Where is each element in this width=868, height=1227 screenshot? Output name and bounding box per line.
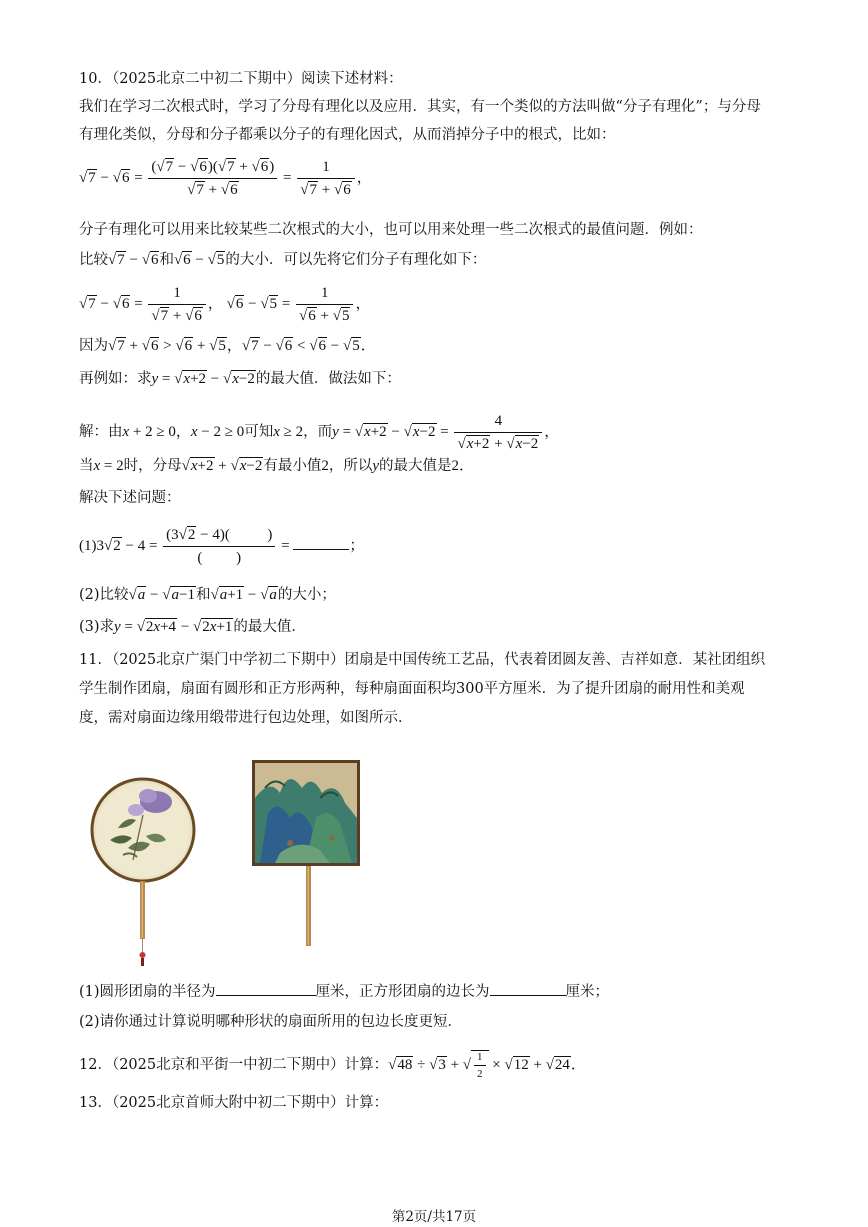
- radius-blank[interactable]: [216, 995, 316, 996]
- compare-label: 比较: [79, 252, 108, 268]
- q10-example-line: 再例如：求y = √x+2 − √x−2的最大值．做法如下：: [79, 371, 401, 387]
- q10-compare-line: 比较√7 − √6和√6 − √5的大小．可以先将它们分子有理化如下：: [79, 252, 487, 268]
- round-fan-image: [88, 760, 198, 970]
- q11-subquestion-2: (2)请你通过计算说明哪种形状的扇面所用的包边长度更短．: [79, 1014, 463, 1030]
- square-fan-image: [250, 758, 365, 958]
- compare-and: 和: [159, 252, 174, 268]
- page-footer: 第2页/共17页: [391, 1209, 477, 1225]
- q10-subquestion-1: (1)3√2 − 4 = $\frac{(3√2 - 4)( )}{( )}$ = ；: [79, 527, 365, 566]
- q10-heading: 10．（2025北京二中初二下期中）阅读下述材料：: [79, 71, 403, 87]
- q10-rationalized-pair: √7 − √6 = $\frac{1}{√7 + √6}$ ， √6 − √5 = $\frac{1}{√6 + √5}$ ，: [79, 285, 371, 324]
- solution-and: ，而: [303, 423, 333, 440]
- q10-subquestion-3: (3)求y = √2x+4 − √2x+1的最大值．: [79, 619, 306, 635]
- q11-s1-end: 厘米；: [565, 984, 610, 1000]
- q10-because-line: 因为√7 + √6 > √6 + √5，√7 − √6 < √6 − √5．: [79, 338, 376, 354]
- q10-paragraph-1: 我们在学习二次根式时，学习了分母有理化以及应用．其实，有一个类似的方法叫做“分子有理化”；与分母: [79, 99, 761, 115]
- q10-subquestion-2: (2)比较√a − √a−1和√a+1 − √a的大小；: [79, 587, 336, 603]
- q10-paragraph-2: 有理化类似，分母和分子都乘以分子的有理化因式，从而消掉分子中的根式，比如：: [79, 127, 616, 143]
- q1-label: (1): [79, 537, 97, 554]
- solution-known: 可知: [244, 423, 274, 440]
- q10-paragraph-3: 分子有理化可以用来比较某些二次根式的大小，也可以用来处理一些二次根式的最值问题．例如：: [79, 222, 703, 238]
- when-denominator: 时，分母: [123, 458, 182, 474]
- compare-rest: 的大小．可以先将它们分子有理化如下：: [225, 252, 487, 268]
- when-label: 当: [79, 458, 94, 474]
- because-label: 因为: [79, 338, 108, 354]
- q2-rest: 的大小；: [277, 587, 336, 603]
- q2-label: (2)比较: [79, 587, 129, 603]
- q10-solve-heading: 解决下述问题：: [79, 490, 181, 506]
- q11-paragraph-2: 学生制作团扇，扇面有圆形和正方形两种，每种扇面面积均300平方厘米．为了提升团扇的耐用性和美观: [79, 681, 745, 697]
- q11-paragraph-3: 度，需对扇面边缘用缎带进行包边处理，如图所示．: [79, 710, 413, 726]
- when-max: 的最大值是: [379, 458, 452, 474]
- q10-solution-line: 解：由x + 2 ≥ 0，x − 2 ≥ 0可知x ≥ 2，而y = √x+2 − √x−2 = $\frac{4}{√x+2 + √x-2}$ ，: [79, 413, 560, 452]
- q12-line: 12．（2025北京和平街一中初二下期中）计算：√48 ÷ √3 + √ $\frac{1}{2}$ × √12 + √24．: [79, 1051, 586, 1080]
- q3-label: (3)求: [79, 619, 115, 635]
- example-label: 再例如：求: [79, 371, 152, 387]
- solution-label: 解：由: [79, 423, 123, 440]
- q11-subquestion-1: [79, 982, 609, 1002]
- side-length-blank[interactable]: [490, 995, 566, 996]
- q11-heading: 11．（2025北京广渠门中学初二下期中）团扇是中国传统工艺品，代表着团圆友善、吉祥如意．某社团组织: [79, 652, 766, 668]
- q11-s1-mid: 厘米，正方形团扇的边长为: [315, 984, 490, 1000]
- q10-formula-example: √7 − √6 = $\frac{(√7 - √6)(√7 + √6)}{√7 + √6}$ = $\frac{1}{√7 + √6}$ ，: [79, 159, 372, 198]
- q2-and: 和: [195, 587, 211, 603]
- when-so: ，所以: [328, 458, 373, 474]
- q3-rest: 的最大值．: [233, 619, 306, 635]
- answer-blank-1[interactable]: [293, 549, 349, 550]
- q10-when-line: 当x = 2时，分母√x+2 + √x−2有最小值2，所以y的最大值是2．: [79, 458, 475, 474]
- q13-heading: 13．（2025北京首师大附中初二下期中）计算：: [79, 1095, 389, 1111]
- when-min: 有最小值: [263, 458, 322, 474]
- example-rest: 的最大值．做法如下：: [255, 371, 401, 387]
- q11-s1-label: (1)圆形团扇的半径为: [79, 984, 216, 1000]
- q12-heading: 12．（2025北京和平街一中初二下期中）计算：: [79, 1056, 389, 1073]
